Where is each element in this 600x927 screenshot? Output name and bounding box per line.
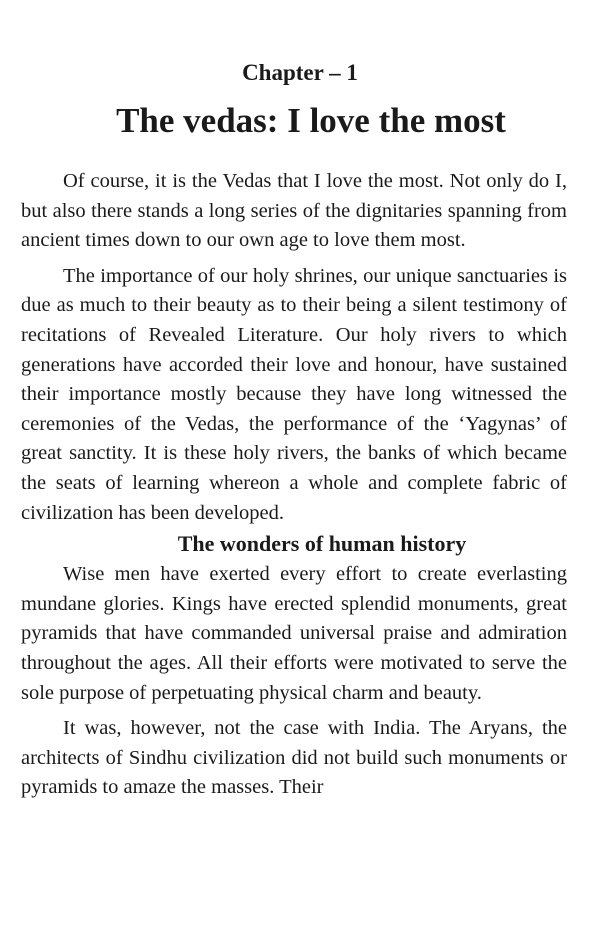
paragraph: Wise men have exerted every effort to create everlasting mundane glories. Kings have erected splendid monuments, great pyramids that have commanded universal praise and admiration throughout the ages. All their efforts were motivated to serve the sole purpose of perpetuating physical charm and beauty. — [21, 563, 567, 704]
chapter-title: The vedas: I love the most — [116, 101, 506, 140]
chapter-body — [21, 167, 567, 803]
paragraph: It was, however, not the case with India. The Aryans, the architects of Sindhu civilization did not build such monuments or pyramids to amaze the masses. Their — [21, 717, 567, 799]
chapter-label: Chapter – 1 — [242, 60, 358, 85]
section-heading: The wonders of human history — [177, 531, 467, 557]
paragraph: Of course, it is the Vedas that I love the most. Not only do I, but also there stands a long series of the dignitaries spanning from ancient times down to our own age to love them most. — [21, 170, 567, 252]
paragraph: The importance of our holy shrines, our unique sanctuaries is due as much to their beauty as to their being a silent testimony of recitations of Revealed Literature. Our holy rivers to which generations have accorded their love and honour, have sustained their importance mostly because they have long witnessed the ceremonies of the Vedas, the performance of the ‘Yagynas’ of great sanctity. It is these holy rivers, the banks of which became the seats of learning whereon a whole and complete fabric of civilization has been developed. — [21, 264, 567, 524]
